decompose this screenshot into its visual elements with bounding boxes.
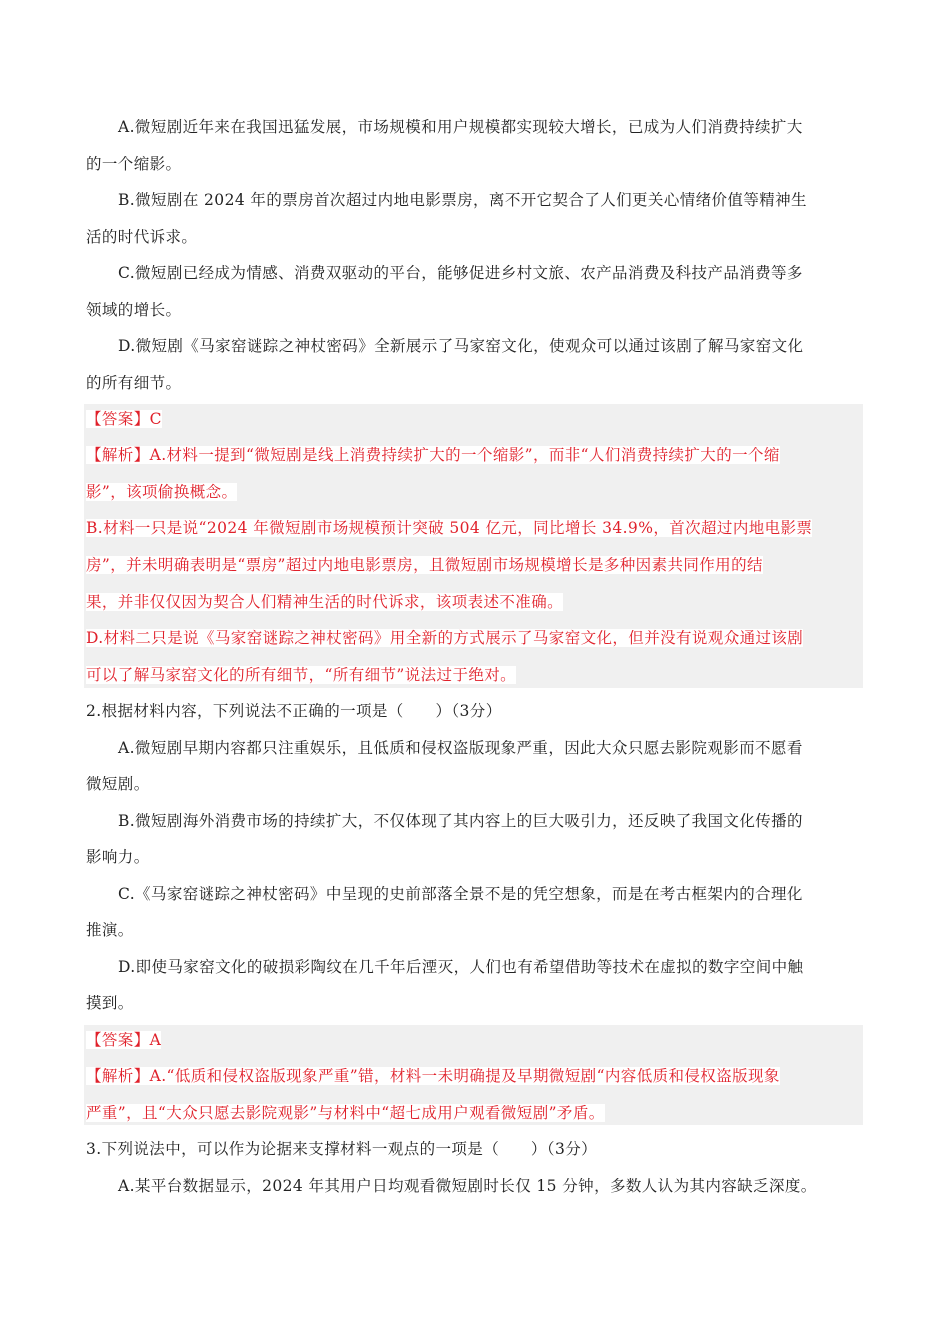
q2-answer: 【答案】A [86, 1031, 162, 1049]
q3-stem: 3.下列说法中，可以作为论据来支撑材料一观点的一项是（ ）（3分） [86, 1140, 598, 1158]
q1-option-a-line2: 的一个缩影。 [86, 155, 182, 173]
q1-option-d-line1: D.微短剧《马家窑谜踪之神杖密码》全新展示了马家窑文化，使观众可以通过该剧了解马家窑文化 [118, 337, 804, 355]
q1-analysis-line1: 【解析】A.材料一提到“微短剧是线上消费持续扩大的一个缩影”，而非“人们消费持续扩大的一个缩 [86, 446, 780, 464]
q1-analysis-line6: D.材料二只是说《马家窑谜踪之神杖密码》用全新的方式展示了马家窑文化，但并没有说观众通过该剧 [86, 629, 804, 647]
q1-option-c-line2: 领域的增长。 [86, 301, 182, 319]
q2-option-d-line1: D.即使马家窑文化的破损彩陶纹在几千年后湮灭，人们也有希望借助等技术在虚拟的数字空间中触 [118, 958, 804, 976]
q1-analysis-line4: 房”，并未明确表明是“票房”超过内地电影票房，且微短剧市场规模增长是多种因素共同作用的结 [86, 556, 763, 574]
q2-option-a-line1: A.微短剧早期内容都只注重娱乐，且低质和侵权盗版现象严重，因此大众只愿去影院观影而不愿看 [118, 739, 803, 757]
q1-option-d-line2: 的所有细节。 [86, 374, 182, 392]
q1-option-c-line1: C.微短剧已经成为情感、消费双驱动的平台，能够促进乡村文旅、农产品消费及科技产品消费等多 [118, 264, 803, 282]
q2-option-b-line1: B.微短剧海外消费市场的持续扩大，不仅体现了其内容上的巨大吸引力，还反映了我国文化传播的 [118, 812, 803, 830]
q2-option-c-line2: 推演。 [86, 921, 134, 939]
q2-analysis-line1: 【解析】A.“低质和侵权盗版现象严重”错，材料一未明确提及早期微短剧“内容低质和侵权盗版现象 [86, 1067, 780, 1085]
q1-analysis-line2: 影”，该项偷换概念。 [86, 483, 238, 501]
q1-analysis-line5: 果，并非仅仅因为契合人们精神生活的时代诉求，该项表述不准确。 [86, 593, 564, 611]
q2-stem: 2.根据材料内容，下列说法不正确的一项是（ ）（3分） [86, 702, 502, 720]
q1-option-a-line1: A.微短剧近年来在我国迅猛发展，市场规模和用户规模都实现较大增长，已成为人们消费持续扩大 [118, 118, 803, 136]
q1-analysis-line3: B.材料一只是说“2024 年微短剧市场规模预计突破 504 亿元，同比增长 34.9%，首次超过内地电影票 [86, 519, 813, 537]
q3-option-a: A.某平台数据显示，2024 年其用户日均观看微短剧时长仅 15 分钟，多数人认为其内容缺乏深度。 [118, 1177, 817, 1195]
q1-option-b-line2: 活的时代诉求。 [86, 228, 198, 246]
q2-option-c-line1: C.《马家窑谜踪之神杖密码》中呈现的史前部落全景不是的凭空想象，而是在考古框架内的合理化 [118, 885, 803, 903]
q1-analysis-line7: 可以了解马家窑文化的所有细节，“所有细节”说法过于绝对。 [86, 666, 517, 684]
q1-answer: 【答案】C [86, 410, 162, 428]
q2-analysis-line2: 严重”，且“大众只愿去影院观影”与材料中“超七成用户观看微短剧”矛盾。 [86, 1104, 605, 1122]
q2-option-b-line2: 影响力。 [86, 848, 150, 866]
q2-option-d-line2: 摸到。 [86, 994, 134, 1012]
q2-option-a-line2: 微短剧。 [86, 775, 150, 793]
q1-option-b-line1: B.微短剧在 2024 年的票房首次超过内地电影票房，离不开它契合了人们更关心情绪价值等精神生 [118, 191, 807, 209]
